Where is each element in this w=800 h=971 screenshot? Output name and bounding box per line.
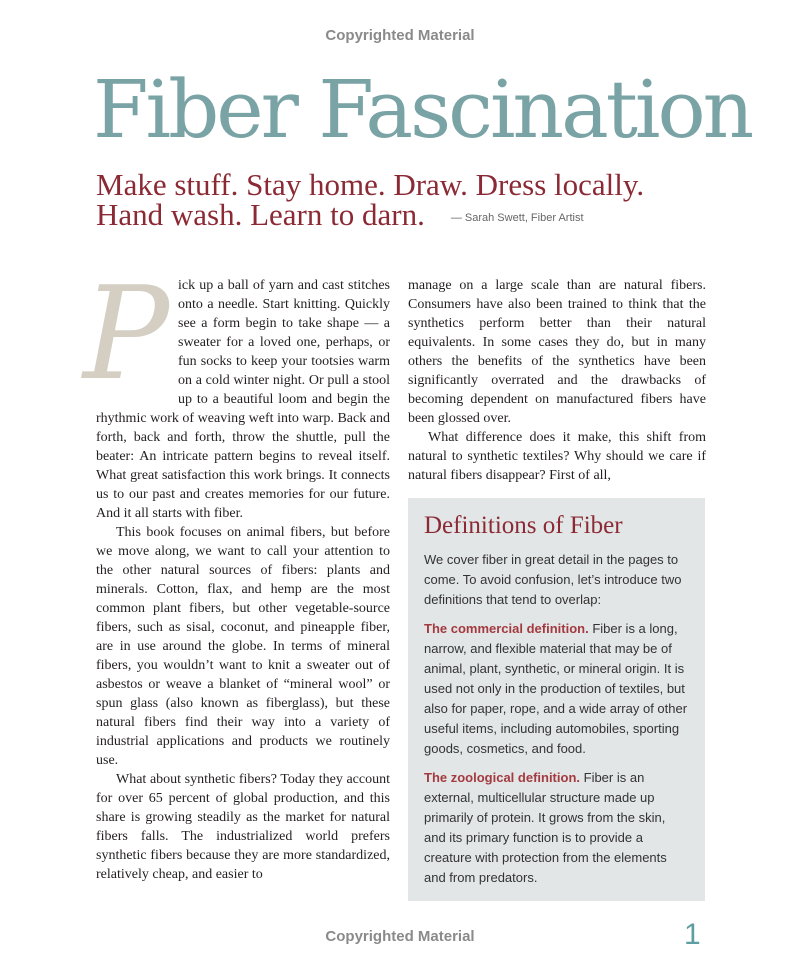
drop-cap: P <box>82 260 170 409</box>
body-column-left <box>82 260 390 884</box>
page-number: 1 <box>684 918 701 951</box>
quote-line-1: Make stuff. Stay home. Draw. Dress locally. <box>96 167 645 202</box>
epigraph-quote <box>96 167 645 233</box>
zoological-definition <box>424 768 689 888</box>
sidebar-intro: We cover fiber in great detail in the pages to come. To avoid confusion, let’s introduce two definitions that tend to overlap: <box>424 552 682 607</box>
paragraph-2: This book focuses on animal fibers, but before we move along, we want to call your attention to the other natural sources of fibers: plants and minerals. Cotton, flax, and hemp are the most common plant fibers, but other vegetable-source fibers, such as sisal, coconut, and pineapple fiber, are in use around the globe. In terms of mineral fibers, you wouldn’t want to knit a sweater out of asbestos or weave a blanket of “mineral wool” or spun glass (also known as fiberglass), but these natural fibers find their way into a variety of industrial applications and products we routinely use. <box>96 525 390 768</box>
paragraph-5: What difference does it make, this shift from natural to synthetic textiles? Why should we care if natural fibers disappear? First of all, <box>408 430 706 483</box>
commercial-term: The commercial definition. <box>424 621 589 636</box>
copyright-notice-top: Copyrighted Material <box>325 27 475 44</box>
zoological-term: The zoological definition. <box>424 770 580 785</box>
paragraph-1 <box>82 260 390 523</box>
copyright-notice-bottom: Copyrighted Material <box>325 928 475 945</box>
zoological-text: Fiber is an external, multicellular structure made up primarily of protein. It grows from the skin, and its primary function is to provide a creature with protection from the elements and from predators. <box>424 770 667 885</box>
page-title: Fiber Fascination <box>93 63 752 156</box>
quote-attribution: — Sarah Swett, Fiber Artist <box>450 211 584 224</box>
quote-line-2-text: Hand wash. Learn to darn. <box>96 197 425 232</box>
definitions-sidebar <box>408 498 705 901</box>
paragraph-3: What about synthetic fibers? Today they account for over 65 percent of global production, and this share is growing steadily as the market for natural fibers falls. The industrialized world prefers synthetic fibers because they are more standardized, relatively cheap, and easier to <box>96 772 390 882</box>
commercial-definition <box>424 619 689 759</box>
body-column-right <box>408 276 706 485</box>
sidebar-heading: Definitions of Fiber <box>424 512 623 539</box>
paragraph-4: manage on a large scale than are natural fibers. Consumers have also been trained to think that the synthetics perform better than their natural equivalents. In some cases they do, but in many others the benefits of the synthetics have been significantly overrated and the drawbacks of becoming dependent on manufactured fibers have been glossed over. <box>408 278 706 426</box>
paragraph-1-text: ick up a ball of yarn and cast stitches onto a needle. Start knitting. Quickly see a form begin to take shape — a sweater for a loved one, perhaps, or fun socks to keep your tootsies warm on a cold winter night. Or pull a stool up to a beautiful loom and begin the rhythmic work of weaving weft into warp. Back and forth, back and forth, throw the shuttle, pull the beater: An intricate pattern begins to reveal itself. What great satisfaction this work brings. It connects us to our past and creates memories for our future. And it all starts with fiber. <box>96 278 390 521</box>
commercial-text: Fiber is a long, narrow, and flexible material that may be of animal, plant, synthetic, or mineral origin. It is used not only in the production of textiles, but also for paper, rope, and a wide array of other useful items, including automobiles, sporting goods, cosmetics, and food. <box>424 621 688 756</box>
quote-line-2 <box>96 197 644 233</box>
